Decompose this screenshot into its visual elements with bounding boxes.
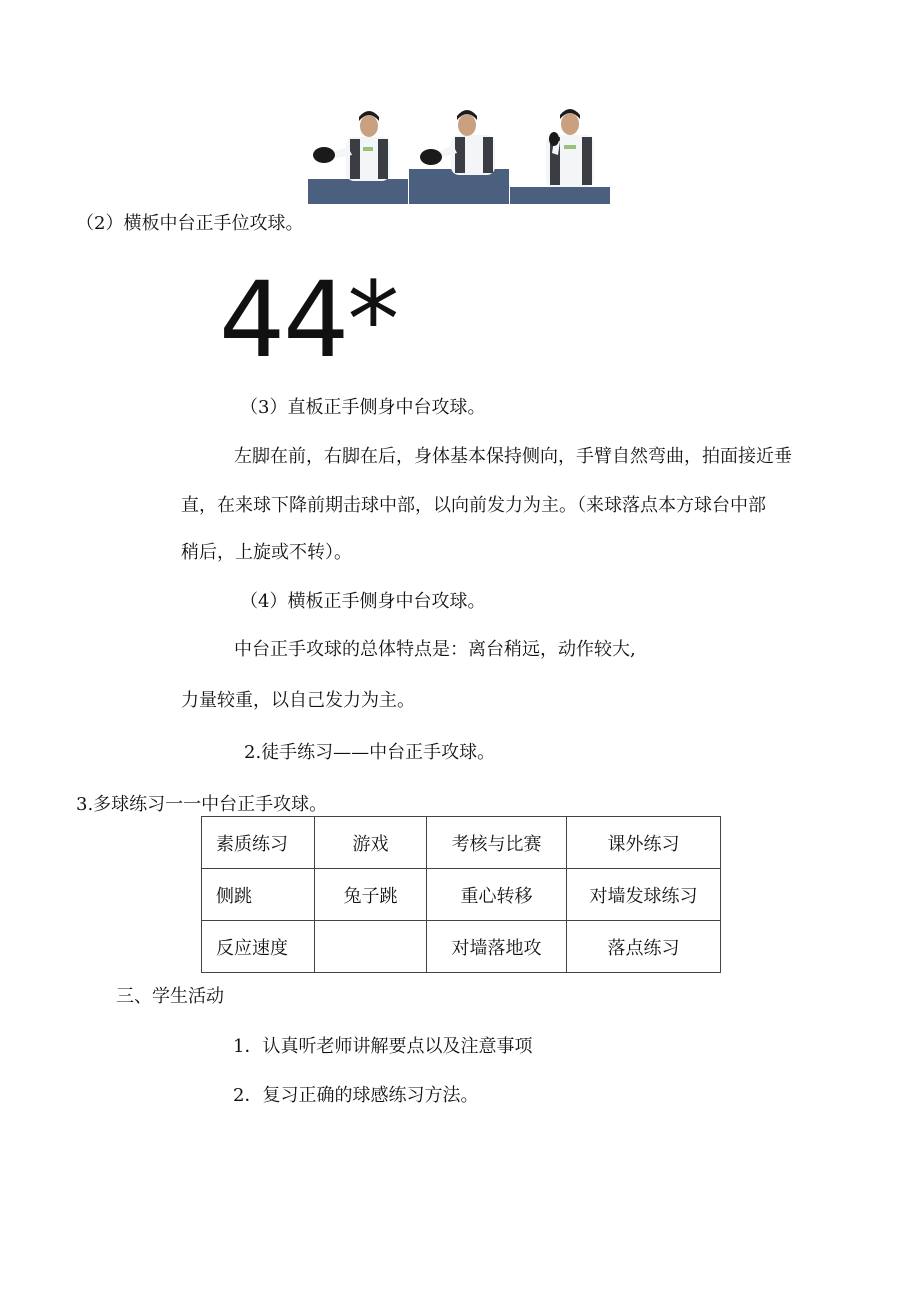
activity-item-1: 1．认真听老师讲解要点以及注意事项	[233, 1036, 533, 1057]
demo-photo-2	[409, 107, 509, 204]
demo-photo-strip	[308, 107, 610, 204]
table-cell: 反应速度	[202, 921, 315, 973]
paragraph-line: 力量较重，以自己发力为主。	[181, 690, 415, 711]
table-row	[202, 921, 721, 973]
table-cell: 素质练习	[202, 817, 315, 869]
paragraph-line: 稍后，上旋或不转）。	[181, 542, 352, 563]
table-cell: 重心转移	[427, 869, 567, 921]
item-heading-4: （4）横板正手侧身中台攻球。	[240, 591, 486, 612]
table-row	[202, 817, 721, 869]
table-cell: 兔子跳	[315, 869, 427, 921]
table-cell: 对墙落地攻	[427, 921, 567, 973]
large-label: 44*	[219, 259, 398, 381]
table-cell	[315, 921, 427, 973]
table-cell: 落点练习	[567, 921, 721, 973]
table-cell: 考核与比赛	[427, 817, 567, 869]
step-heading-2: 2.徒手练习——中台正手攻球。	[244, 742, 496, 763]
practice-table	[201, 816, 721, 973]
paragraph-line: 左脚在前，右脚在后，身体基本保持侧向，手臂自然弯曲，拍面接近垂	[234, 446, 792, 467]
step-heading-3: 3.多球练习一一中台正手攻球。	[76, 794, 328, 815]
demo-photo-1	[308, 107, 408, 204]
paragraph-line: 直，在来球下降前期击球中部，以向前发力为主。（来球落点本方球台中部	[181, 495, 766, 516]
item-heading-3: （3）直板正手侧身中台攻球。	[240, 397, 486, 418]
table-cell: 侧跳	[202, 869, 315, 921]
table-cell: 对墙发球练习	[567, 869, 721, 921]
item-heading-2: （2）横板中台正手位攻球。	[76, 213, 304, 234]
table-cell: 课外练习	[567, 817, 721, 869]
section-heading-3: 三、学生活动	[116, 986, 224, 1007]
table-cell: 游戏	[315, 817, 427, 869]
player-figure	[308, 107, 408, 204]
paragraph-line: 中台正手攻球的总体特点是：离台稍远，动作较大,	[234, 639, 636, 660]
player-figure	[409, 107, 509, 204]
activity-item-2: 2．复习正确的球感练习方法。	[233, 1085, 479, 1106]
table-row	[202, 869, 721, 921]
demo-photo-3	[510, 107, 610, 204]
player-figure	[510, 107, 610, 204]
